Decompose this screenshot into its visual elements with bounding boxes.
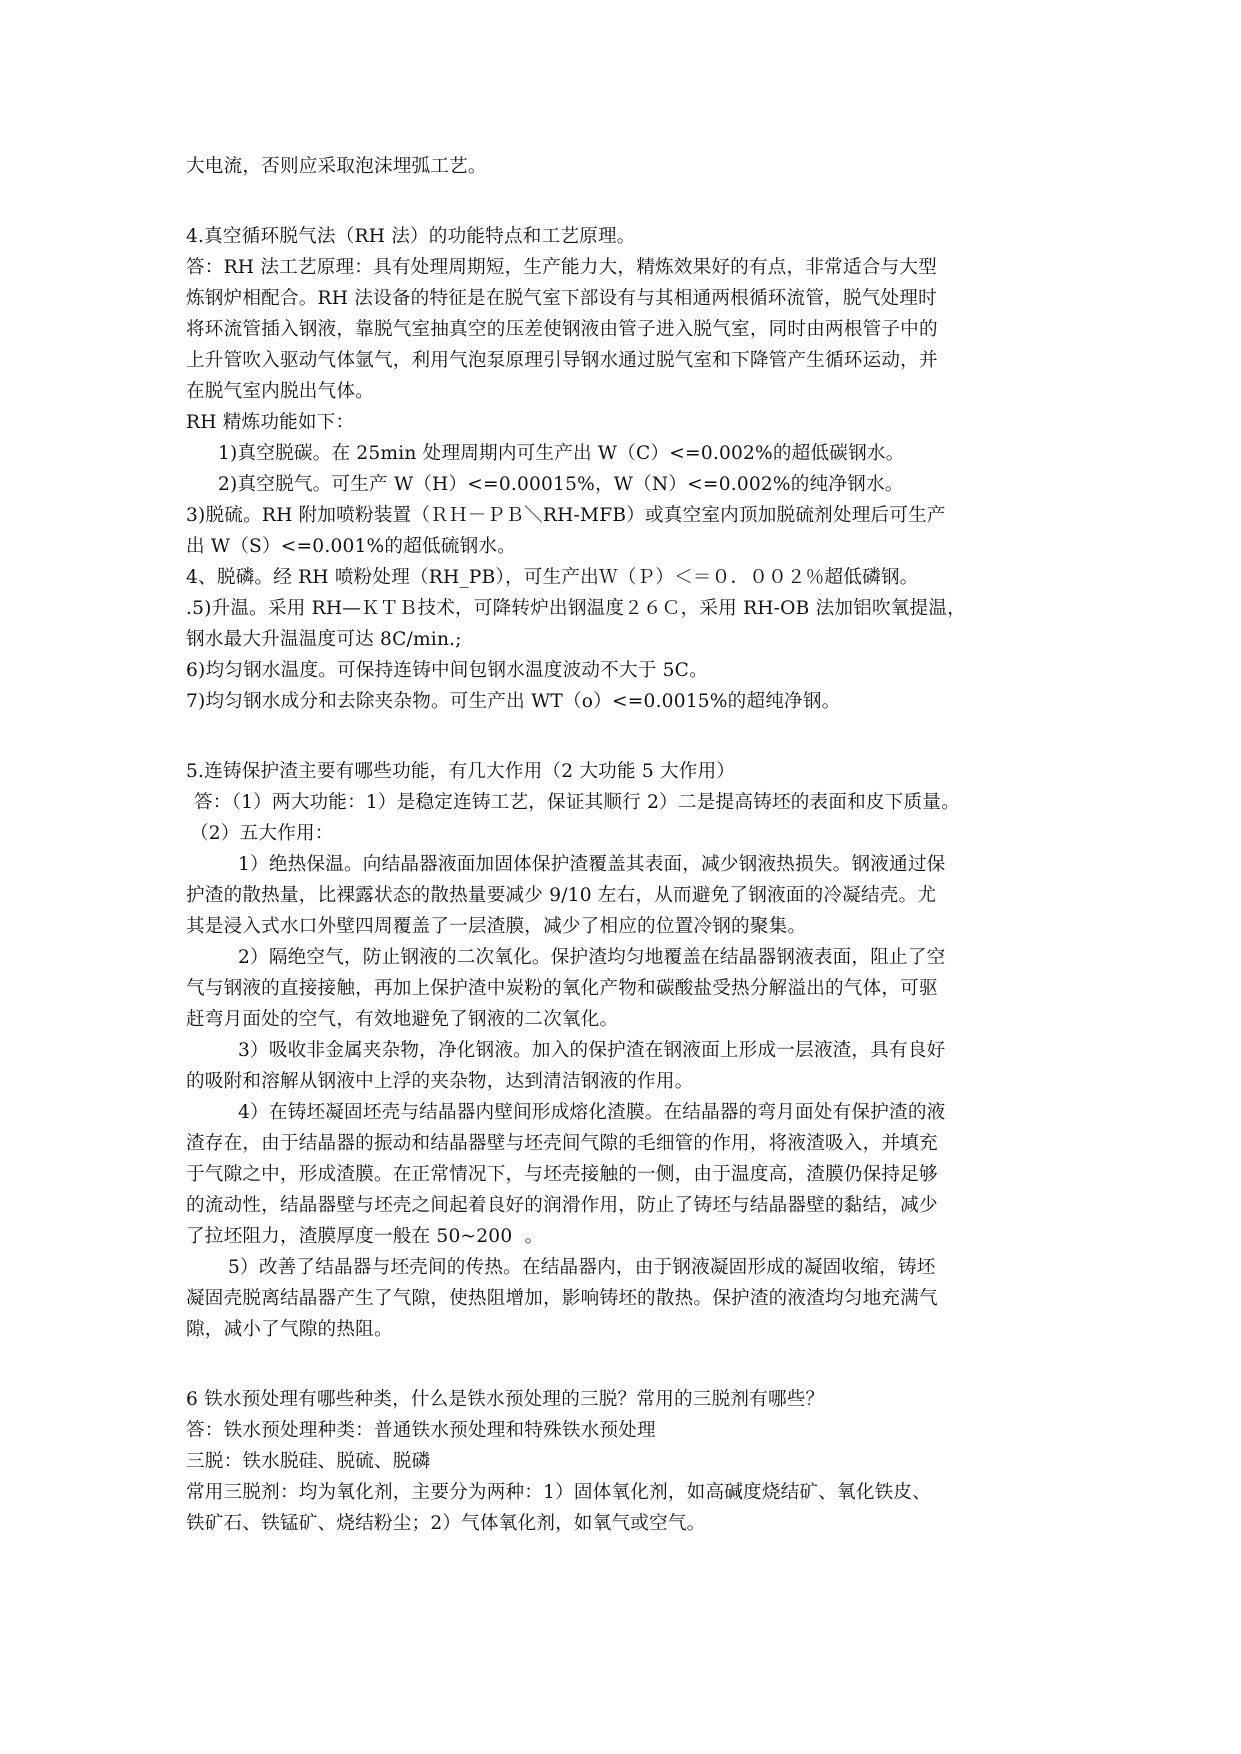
section-heading: 6 铁水预处理有哪些种类，什么是铁水预处理的三脱？常用的三脱剂有哪些？ [186,1389,825,1410]
text-line: （2）五大作用： [190,823,334,844]
text-line: 了拉坯阻力，渣膜厚度一般在 50~200 。 [186,1226,544,1247]
text-line: 炼钢炉相配合。RH 法设备的特征是在脱气室下部设有与其相通两根循环流管，脱气处理时 [186,288,937,309]
list-item: 4、脱磷。经 RH 喷粉处理（RH_PB），可生产出Ｗ（Ｐ）＜＝０．００２％超低磷钢。 [186,567,919,588]
text-line: 1）绝热保温。向结晶器液面加固体保护渣覆盖其表面，减少钢液热损失。钢液通过保 [238,854,946,875]
text-line: 赶弯月面处的空气，有效地避免了钢液的二次氧化。 [186,1009,619,1030]
text-line: 在脱气室内脱出气体。 [186,381,374,402]
text-line: 大电流，否则应采取泡沫埋弧工艺。 [186,156,487,177]
text-line: 渣存在，由于结晶器的振动和结晶器壁与坯壳间气隙的毛细管的作用，将液渣吸入，并填充 [186,1133,938,1154]
text-line: 气与钢液的直接接触，再加上保护渣中炭粉的氧化产物和碳酸盐受热分解溢出的气体，可驱 [186,978,938,999]
text-line: 3）吸收非金属夹杂物，净化钢液。加入的保护渣在钢液面上形成一层液渣，具有良好 [238,1040,946,1061]
text-line: 上升管吹入驱动气体氩气，利用气泡泵原理引导钢水通过脱气室和下降管产生循环运动，并 [186,350,938,371]
list-item: 7)均匀钢水成分和去除夹杂物。可生产出 WT（o）<=0.0015%的超纯净钢。 [186,691,841,712]
text-line: 三脱：铁水脱硅、脱硫、脱磷 [186,1451,431,1472]
text-line: 答：铁水预处理种类：普通铁水预处理和特殊铁水预处理 [186,1420,656,1441]
text-line: 凝固壳脱离结晶器产生了气隙，使热阻增加，影响铸坯的散热。保护渣的液渣均匀地充满气 [186,1288,938,1309]
text-line: 铁矿石、铁锰矿、烧结粉尘；2）气体氧化剂，如氧气或空气。 [186,1513,706,1534]
text-line: 答：（1）两大功能：1）是稳定连铸工艺，保证其顺行 2）二是提高铸坯的表面和皮下质量。 [194,792,960,813]
list-item: .5)升温。采用 RH—ＫＴＢ技术，可降转炉出钢温度２６Ｃ，采用 RH-OB 法加铝吹氧提温， [186,598,966,619]
text-line: 隙，减小了气隙的热阻。 [186,1319,393,1340]
section-heading: 4.真空循环脱气法（RH 法）的功能特点和工艺原理。 [186,226,636,247]
list-item: 6)均匀钢水温度。可保持连铸中间包钢水温度波动不大于 5C。 [186,660,708,681]
text-line: 4）在铸坯凝固坯壳与结晶器内壁间形成熔化渣膜。在结晶器的弯月面处有保护渣的液 [238,1102,946,1123]
text-line: 常用三脱剂：均为氧化剂，主要分为两种：1）固体氧化剂，如高碱度烧结矿、氧化铁皮、 [186,1482,931,1503]
text-line: 护渣的散热量，比裸露状态的散热量要减少 9/10 左右，从而避免了钢液面的冷凝结壳。尤 [186,885,937,906]
text-line: 的吸附和溶解从钢液中上浮的夹杂物，达到清洁钢液的作用。 [186,1071,694,1092]
list-item: 2)真空脱气。可生产 W（H）<=0.00015%，W（N）<=0.002%的纯净钢水。 [218,474,904,495]
section-heading: 5.连铸保护渣主要有哪些功能，有几大作用（2 大功能 5 大作用） [186,761,736,782]
list-item: 1)真空脱碳。在 25min 处理周期内可生产出 W（C）<=0.002%的超低碳钢水。 [218,443,905,464]
text-line: 答：RH 法工艺原理：具有处理周期短，生产能力大，精炼效果好的有点，非常适合与大型 [186,257,937,278]
list-item: 3)脱硫。RH 附加喷粉装置（ＲＨ－ＰＢ＼RH-MFB）或真空室内顶加脱硫剂处理后可生产 [186,505,946,526]
text-line: 5）改善了结晶器与坯壳间的传热。在结晶器内，由于钢液凝固形成的凝固收缩，铸坯 [228,1257,936,1278]
text-line: 其是浸入式水口外壁四周覆盖了一层渣膜，减少了相应的位置冷钢的聚集。 [186,916,807,937]
text-line: 出 W（S）<=0.001%的超低硫钢水。 [186,536,516,557]
text-line: 将环流管插入钢液，靠脱气室抽真空的压差使钢液由管子进入脱气室，同时由两根管子中的 [186,319,938,340]
text-line: 2）隔绝空气，防止钢液的二次氧化。保护渣均匀地覆盖在结晶器钢液表面，阻止了空 [238,947,946,968]
text-line: 于气隙之中，形成渣膜。在正常情况下，与坯壳接触的一侧，由于温度高，渣膜仍保持足够 [186,1164,938,1185]
text-line: 的流动性，结晶器壁与坯壳之间起着良好的润滑作用，防止了铸坯与结晶器壁的黏结，减少 [186,1195,938,1216]
text-line: 钢水最大升温温度可达 8C/min.; [186,629,462,650]
text-line: RH 精炼功能如下： [186,412,355,433]
